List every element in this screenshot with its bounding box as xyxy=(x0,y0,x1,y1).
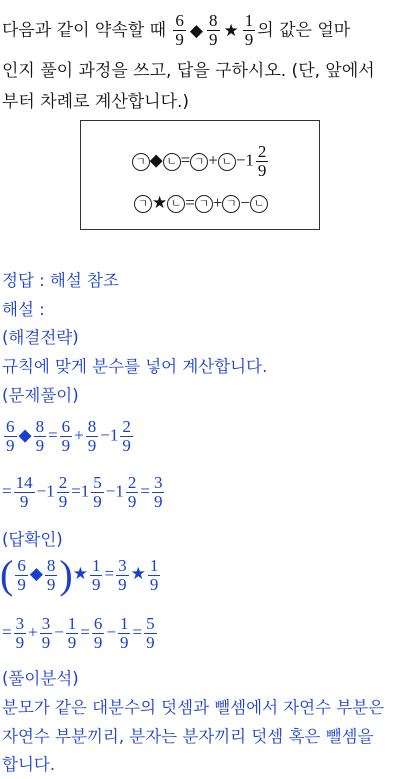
solve-label: (문제풀이) xyxy=(2,386,79,405)
analysis-line1: 분모가 같은 대분수의 덧셈과 뺄셈에서 자연수 부분은 xyxy=(2,698,385,717)
rule-diamond: ㄱ ◆ ㄴ = ㄱ + ㄴ −1 $\frac{2}{9}$ xyxy=(81,143,321,180)
fraction-8-9: $\frac{8}{9}$ xyxy=(209,11,218,49)
analysis-line2: 자연수 부분끼리, 분자는 분자끼리 덧셈 혹은 뺄셈을 xyxy=(2,727,374,746)
solve-eq2: = $\frac{14}{9}$ −1 $\frac{2}{9}$ =1 $\frac{5}{9}$ −1 $\frac{2}{9}$ = $\frac{3}{9}$ xyxy=(2,473,163,511)
fraction-6-9: $\frac{6}{9}$ xyxy=(175,11,184,49)
check-eq1: ( $\frac{6}{9}$ ◆ $\frac{8}{9}$ )★ $\frac{1}{9}$ = $\frac{3}{9}$ ★ $\frac{1}{9}$ xyxy=(0,552,159,597)
fraction-1-9: $\frac{1}{9}$ xyxy=(244,11,254,49)
strategy-label: (해결전략) xyxy=(2,328,79,347)
problem-suffix: 의 값은 얼마 xyxy=(257,20,351,41)
answer-label: 정답 : 해설 참조 xyxy=(2,271,119,290)
check-label: (답확인) xyxy=(2,530,63,549)
star-symbol: ★ xyxy=(223,20,239,41)
problem-prefix: 다음과 같이 약속할 때 xyxy=(2,20,167,41)
strategy-text: 규칙에 맞게 분수를 넣어 계산합니다. xyxy=(2,357,268,376)
solve-eq1: $\frac{6}{9}$ ◆ $\frac{8}{9}$ = $\frac{6}{9}$ + $\frac{8}{9}$ −1 $\frac{2}{9}$ xyxy=(6,417,131,455)
analysis-line3: 합니다. xyxy=(2,755,56,774)
analysis-label: (풀이분석) xyxy=(2,669,79,688)
rule-box xyxy=(80,120,320,230)
problem-line1 xyxy=(2,12,350,49)
problem-line2: 인지 풀이 과정을 쓰고, 답을 구하시오. (단, 앞에서 xyxy=(2,61,375,81)
problem-line3: 부터 차례로 계산합니다.) xyxy=(2,92,190,112)
explain-label: 해설 : xyxy=(2,300,45,319)
rule-star: ㄱ ★ ㄴ = ㄱ + ㄱ − ㄴ xyxy=(81,193,321,213)
diamond-symbol: ◆ xyxy=(189,20,203,41)
check-eq2: = $\frac{3}{9}$ + $\frac{3}{9}$ − $\frac{1}{9}$ = $\frac{6}{9}$ − $\frac{1}{9}$ = $\frac{5}{9}$ xyxy=(2,614,155,652)
